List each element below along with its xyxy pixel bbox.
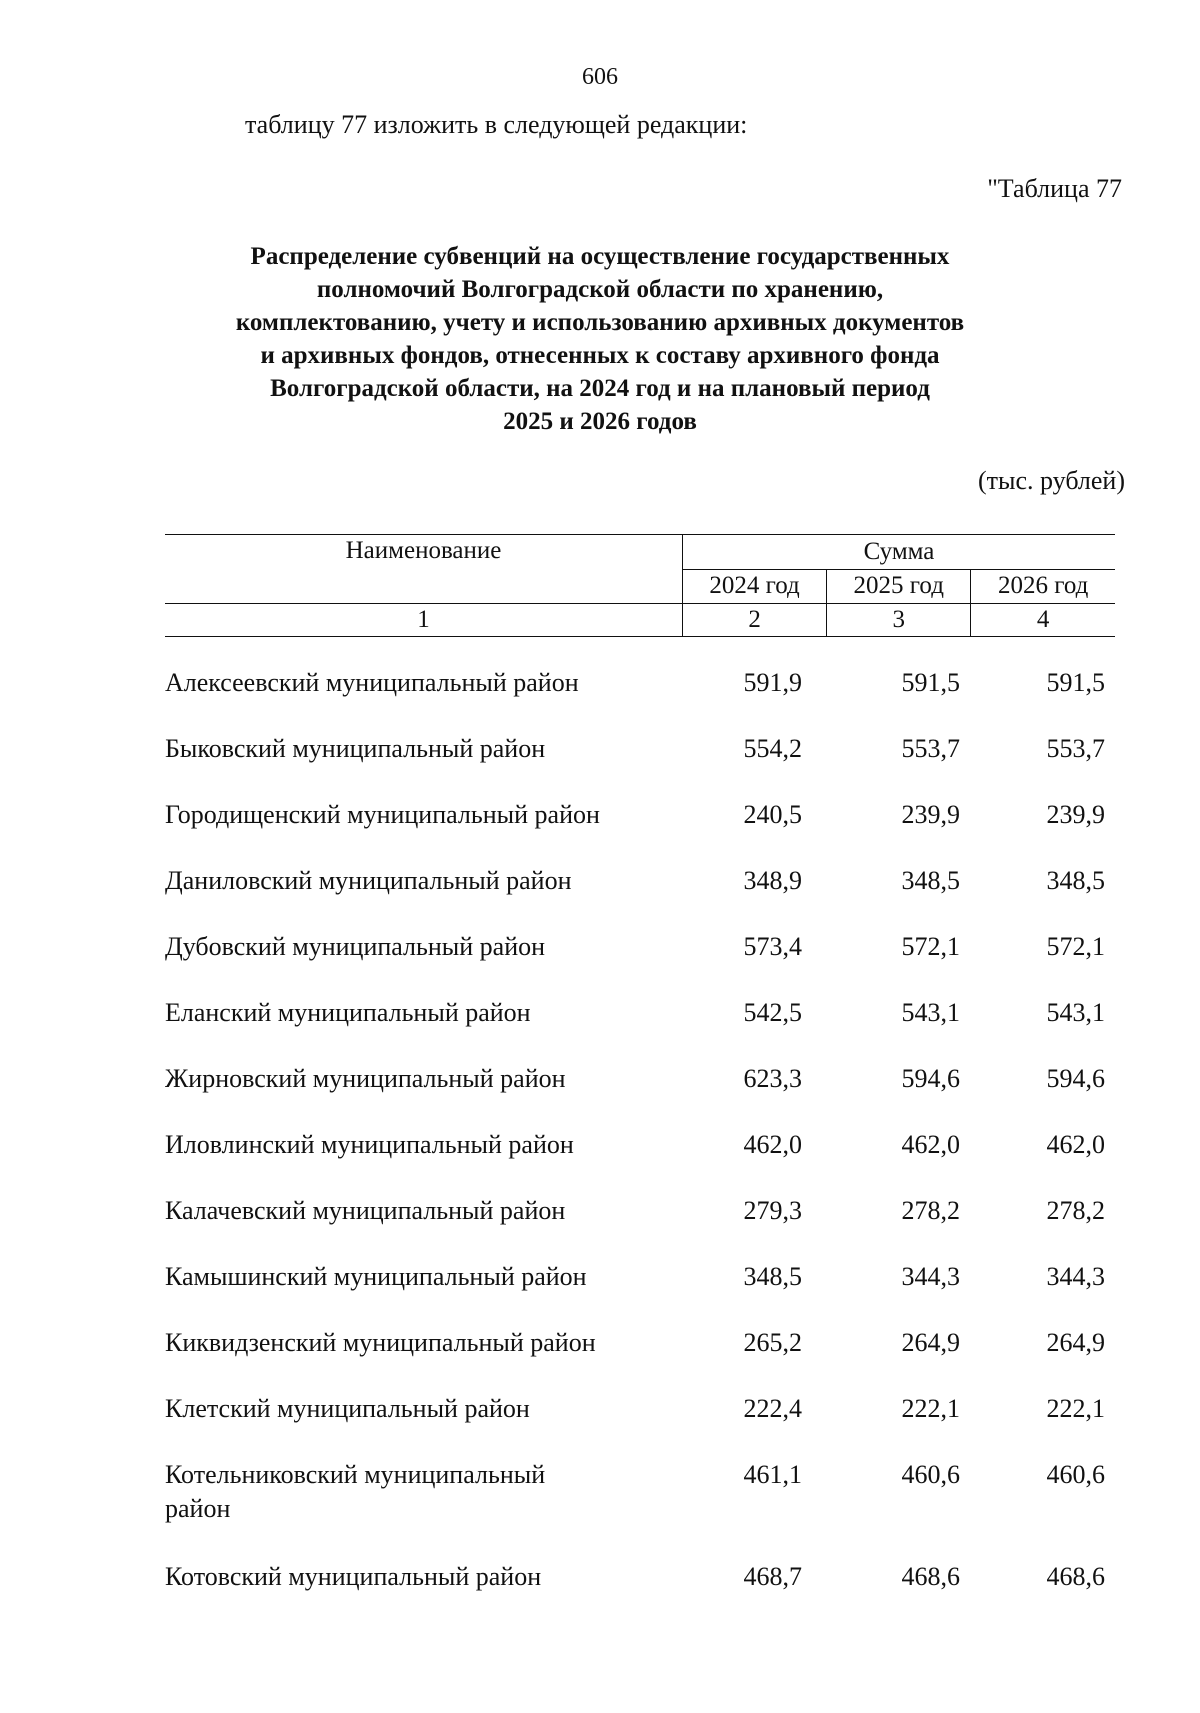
value-2024-cell <box>682 996 842 1062</box>
page-number: 606 <box>582 64 618 90</box>
value-2026: 543,1 <box>1046 998 1105 1027</box>
title-line: полномочий Волгоградской области по хранению, <box>316 276 884 303</box>
table-row <box>165 1062 1115 1128</box>
value-2024-cell <box>682 864 842 930</box>
value-2025-cell <box>842 1560 1000 1626</box>
value-2026: 348,5 <box>1046 866 1105 895</box>
row-name <box>165 1392 682 1458</box>
title-line: комплектованию, учету и использованию архивных документов <box>235 309 965 336</box>
value-2024-cell <box>682 1194 842 1260</box>
value-2025: 222,1 <box>901 1394 960 1423</box>
value-2024: 240,5 <box>743 800 802 829</box>
table-row <box>165 798 1115 864</box>
value-2025: 594,6 <box>901 1064 960 1093</box>
value-2025: 348,5 <box>901 866 960 895</box>
value-2026: 591,5 <box>1046 668 1105 697</box>
value-2026-cell <box>1000 1560 1115 1626</box>
value-2025-cell <box>842 732 1000 798</box>
value-2026: 462,0 <box>1046 1130 1105 1159</box>
value-2024: 461,1 <box>743 1460 802 1489</box>
value-2026: 239,9 <box>1046 800 1105 829</box>
value-2025-cell <box>842 996 1000 1062</box>
value-2024: 591,9 <box>743 668 802 697</box>
row-name-text: Жирновский муниципальный район <box>165 1064 566 1093</box>
value-2024-cell <box>682 1062 842 1128</box>
value-2024: 279,3 <box>743 1196 802 1225</box>
value-2025: 591,5 <box>901 668 960 697</box>
value-2026-cell <box>1000 798 1115 864</box>
value-2024-cell <box>682 1392 842 1458</box>
header-sum: Сумма <box>683 535 1116 570</box>
table-row <box>165 1128 1115 1194</box>
value-2026: 572,1 <box>1046 932 1105 961</box>
row-name-text: Камышинский муниципальный район <box>165 1262 587 1291</box>
row-name <box>165 1194 682 1260</box>
value-2024-cell <box>682 1560 842 1626</box>
value-2026-cell <box>1000 1260 1115 1326</box>
value-2025: 543,1 <box>901 998 960 1027</box>
table-row <box>165 1326 1115 1392</box>
value-2024-cell <box>682 1326 842 1392</box>
value-2026: 553,7 <box>1046 734 1105 763</box>
title-line: и архивных фондов, отнесенных к составу архивного фонда <box>260 342 940 369</box>
row-name-text: Быковский муниципальный район <box>165 734 546 763</box>
row-name <box>165 864 682 930</box>
value-2025-cell <box>842 1392 1000 1458</box>
data-table <box>165 666 1115 1626</box>
row-name-text: Даниловский муниципальный район <box>165 866 572 895</box>
header-col-number: 2 <box>683 604 827 637</box>
value-2025-cell <box>842 666 1000 732</box>
value-2025-cell <box>842 1062 1000 1128</box>
value-2026-cell <box>1000 1392 1115 1458</box>
value-2026-cell <box>1000 1128 1115 1194</box>
row-name <box>165 1062 682 1128</box>
value-2024: 348,9 <box>743 866 802 895</box>
value-2024-cell <box>682 1458 842 1560</box>
title-line: Распределение субвенций на осуществление государственных <box>250 243 950 270</box>
row-name-text: Клетский муниципальный район <box>165 1394 530 1423</box>
row-name-text: Иловлинский муниципальный район <box>165 1130 574 1159</box>
value-2026-cell <box>1000 930 1115 996</box>
row-name-text: Еланский муниципальный район <box>165 998 531 1027</box>
value-2024-cell <box>682 666 842 732</box>
value-2026-cell <box>1000 666 1115 732</box>
value-2026: 222,1 <box>1046 1394 1105 1423</box>
value-2026: 264,9 <box>1046 1328 1105 1357</box>
value-2025: 572,1 <box>901 932 960 961</box>
row-name <box>165 930 682 996</box>
value-2026-cell <box>1000 1326 1115 1392</box>
value-2025: 264,9 <box>901 1328 960 1357</box>
value-2024: 573,4 <box>743 932 802 961</box>
table-row <box>165 1260 1115 1326</box>
title-line: Волгоградской области, на 2024 год и на плановый период <box>270 375 930 402</box>
value-2024: 542,5 <box>743 998 802 1027</box>
row-name-text: Калачевский муниципальный район <box>165 1196 566 1225</box>
row-name <box>165 666 682 732</box>
value-2024: 348,5 <box>743 1262 802 1291</box>
row-name-text: Котельниковский муниципальный <box>165 1460 546 1489</box>
value-2024: 623,3 <box>743 1064 802 1093</box>
value-2024-cell <box>682 1260 842 1326</box>
value-2024-cell <box>682 798 842 864</box>
table-row <box>165 996 1115 1062</box>
value-2025: 344,3 <box>901 1262 960 1291</box>
table-body <box>165 666 1115 1626</box>
row-name-text: Дубовский муниципальный район <box>165 932 546 961</box>
value-2024-cell <box>682 732 842 798</box>
value-2026: 460,6 <box>1046 1460 1105 1489</box>
table-header <box>165 534 1115 637</box>
value-2025-cell <box>842 1326 1000 1392</box>
value-2024: 265,2 <box>743 1328 802 1357</box>
value-2026-cell <box>1000 864 1115 930</box>
header-col-number: 1 <box>165 604 683 637</box>
header-year-2024: 2024 год <box>683 569 827 604</box>
table-row <box>165 666 1115 732</box>
units-label: (тыс. рублей) <box>977 466 1125 495</box>
row-name-text-continued: район <box>165 1494 231 1523</box>
header-name: Наименование <box>165 535 683 604</box>
row-name <box>165 1326 682 1392</box>
value-2025: 239,9 <box>901 800 960 829</box>
value-2025: 462,0 <box>901 1130 960 1159</box>
row-name-text: Киквидзенский муниципальный район <box>165 1328 596 1357</box>
row-name <box>165 1458 682 1560</box>
value-2024: 554,2 <box>743 734 802 763</box>
header-year-2026: 2026 год <box>971 569 1115 604</box>
value-2026: 594,6 <box>1046 1064 1105 1093</box>
table-label: "Таблица 77 <box>987 174 1122 203</box>
row-name-text: Алексеевский муниципальный район <box>165 668 579 697</box>
row-name <box>165 732 682 798</box>
value-2024: 468,7 <box>743 1562 802 1591</box>
value-2026: 278,2 <box>1046 1196 1105 1225</box>
value-2024-cell <box>682 1128 842 1194</box>
header-col-number: 3 <box>827 604 971 637</box>
table-row <box>165 1458 1115 1560</box>
value-2025-cell <box>842 1458 1000 1560</box>
row-name <box>165 1560 682 1626</box>
table-row <box>165 1194 1115 1260</box>
value-2026-cell <box>1000 1194 1115 1260</box>
value-2026-cell <box>1000 1458 1115 1560</box>
value-2025-cell <box>842 930 1000 996</box>
value-2025-cell <box>842 1128 1000 1194</box>
value-2025: 460,6 <box>901 1460 960 1489</box>
value-2025-cell <box>842 1260 1000 1326</box>
value-2026: 344,3 <box>1046 1262 1105 1291</box>
table-row <box>165 930 1115 996</box>
value-2026-cell <box>1000 732 1115 798</box>
value-2024-cell <box>682 930 842 996</box>
table-row <box>165 864 1115 930</box>
table-row <box>165 732 1115 798</box>
value-2025-cell <box>842 864 1000 930</box>
row-name <box>165 798 682 864</box>
value-2024: 462,0 <box>743 1130 802 1159</box>
value-2024: 222,4 <box>743 1394 802 1423</box>
value-2025: 553,7 <box>901 734 960 763</box>
value-2026-cell <box>1000 1062 1115 1128</box>
value-2025-cell <box>842 798 1000 864</box>
value-2025: 468,6 <box>901 1562 960 1591</box>
table-row <box>165 1560 1115 1626</box>
row-name <box>165 1128 682 1194</box>
row-name-text: Городищенский муниципальный район <box>165 800 600 829</box>
intro-text: таблицу 77 изложить в следующей редакции: <box>245 110 748 139</box>
row-name-text: Котовский муниципальный район <box>165 1562 542 1591</box>
value-2025-cell <box>842 1194 1000 1260</box>
header-col-number: 4 <box>971 604 1115 637</box>
value-2025: 278,2 <box>901 1196 960 1225</box>
row-name <box>165 1260 682 1326</box>
value-2026: 468,6 <box>1046 1562 1105 1591</box>
header-year-2025: 2025 год <box>827 569 971 604</box>
document-title <box>0 240 1200 438</box>
value-2026-cell <box>1000 996 1115 1062</box>
title-line: 2025 и 2026 годов <box>503 408 697 435</box>
table-row <box>165 1392 1115 1458</box>
row-name <box>165 996 682 1062</box>
